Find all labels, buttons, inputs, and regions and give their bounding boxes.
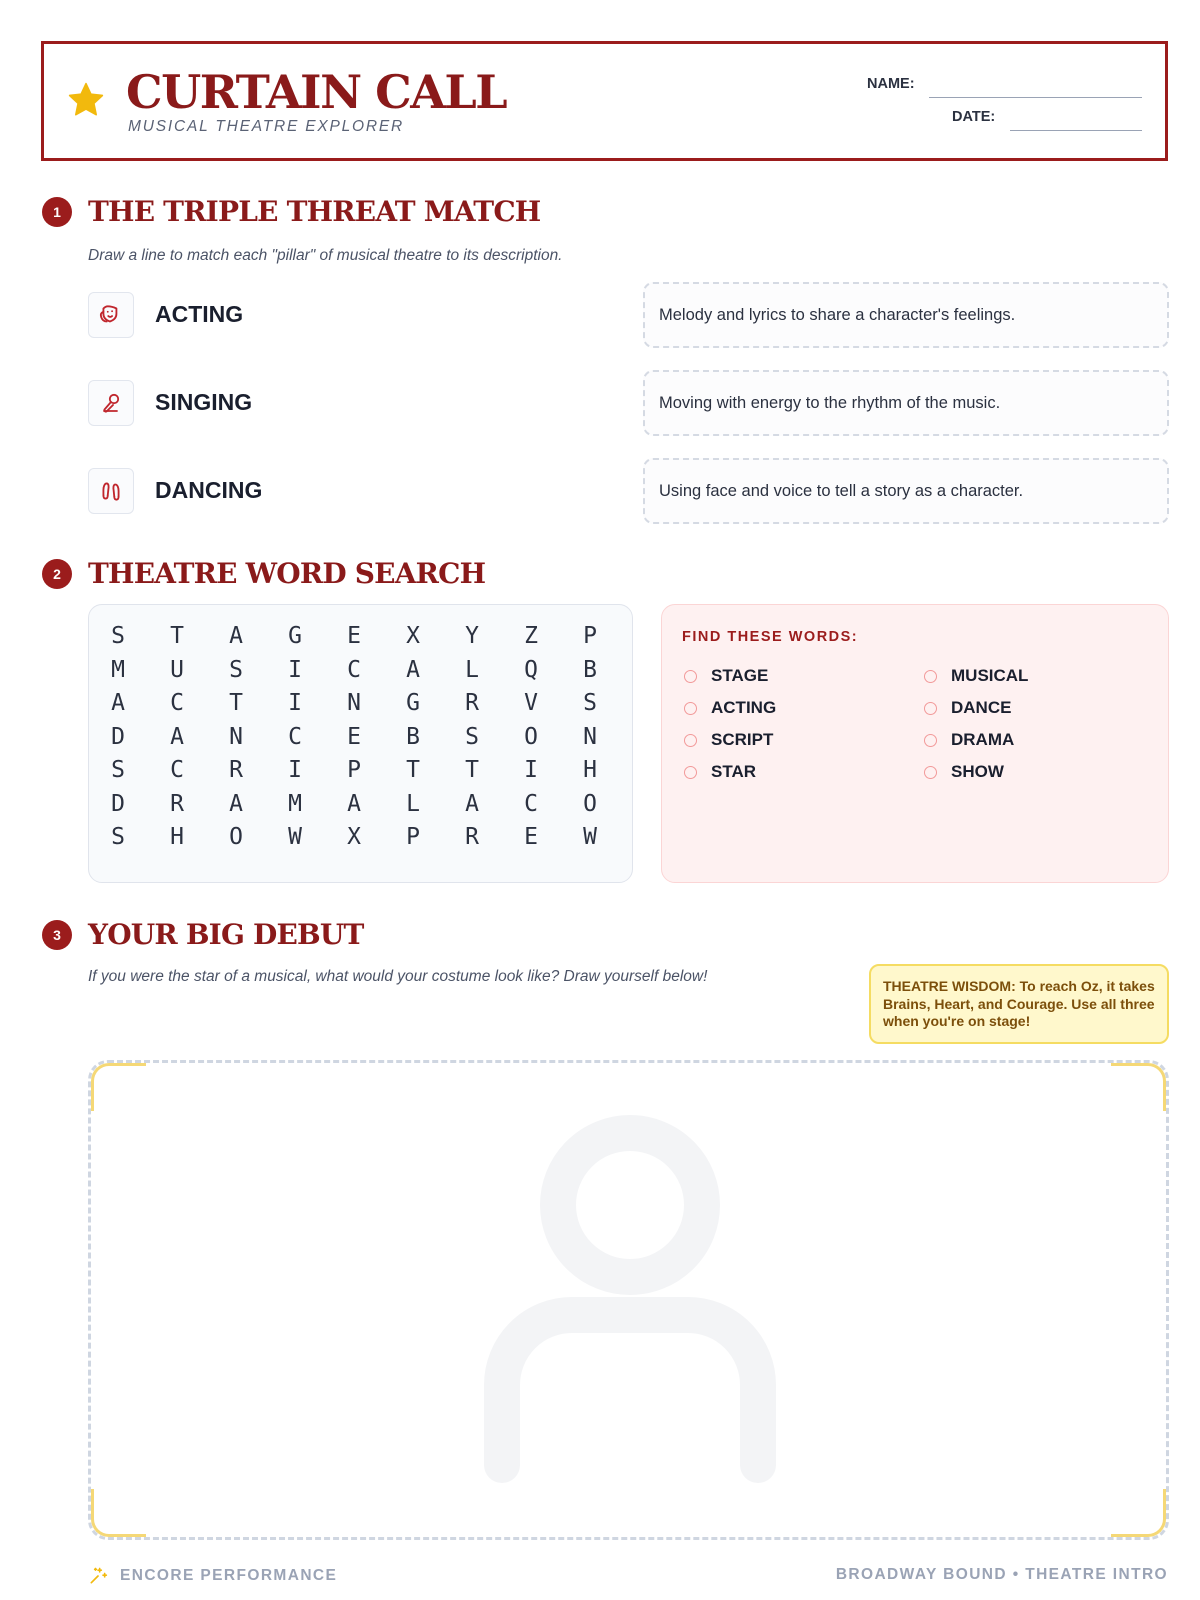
grid-letter[interactable]: U — [170, 656, 184, 683]
word-item[interactable] — [684, 762, 756, 782]
section-3-badge: 3 — [42, 920, 72, 950]
word-item[interactable] — [684, 698, 776, 718]
grid-letter[interactable]: M — [111, 656, 125, 683]
pillar-dancing-label: DANCING — [155, 477, 263, 503]
grid-letter[interactable]: L — [406, 790, 420, 817]
grid-letter[interactable]: X — [406, 623, 420, 649]
grid-letter[interactable]: P — [347, 757, 361, 783]
worksheet-subtitle: MUSICAL THEATRE EXPLORER — [128, 118, 405, 135]
grid-letter[interactable]: A — [406, 656, 420, 683]
word-item[interactable] — [924, 698, 1011, 718]
grid-letter[interactable]: C — [288, 723, 302, 750]
grid-letter[interactable]: N — [229, 723, 243, 750]
grid-letter[interactable]: G — [406, 690, 420, 716]
grid-letter[interactable]: S — [111, 757, 125, 783]
grid-letter[interactable]: R — [229, 757, 243, 783]
footer-right-text: BROADWAY BOUND • THEATRE INTRO — [835, 1566, 1168, 1583]
theater-masks-icon — [88, 292, 134, 338]
grid-letter[interactable]: W — [583, 824, 597, 850]
grid-letter[interactable]: E — [524, 824, 538, 850]
grid-letter[interactable]: P — [406, 824, 420, 850]
checkbox-icon[interactable] — [924, 734, 937, 747]
checkbox-icon[interactable] — [684, 734, 697, 747]
section-2-title: THEATRE WORD SEARCH — [88, 557, 486, 590]
checkbox-icon[interactable] — [924, 766, 937, 779]
word-label: DRAMA — [951, 730, 1015, 749]
word-item[interactable] — [924, 762, 1004, 782]
grid-letter[interactable]: Z — [524, 623, 538, 649]
corner-decoration — [91, 1489, 146, 1537]
grid-letter[interactable]: O — [524, 723, 538, 750]
pillar-singing-label: SINGING — [155, 389, 253, 415]
footer-left — [88, 1566, 337, 1586]
grid-letter[interactable]: A — [170, 723, 184, 750]
grid-letter[interactable]: N — [347, 690, 361, 716]
grid-letter[interactable]: C — [347, 656, 361, 683]
grid-letter[interactable]: I — [288, 656, 302, 683]
word-label: MUSICAL — [951, 666, 1029, 685]
description-box-3[interactable]: Using face and voice to tell a story as a character. — [643, 458, 1169, 524]
grid-letter[interactable]: D — [111, 790, 125, 817]
description-box-1[interactable]: Melody and lyrics to share a character's feelings. — [643, 282, 1169, 348]
word-label: DANCE — [951, 698, 1012, 717]
grid-letter[interactable]: E — [347, 723, 361, 750]
grid-letter[interactable]: E — [347, 623, 361, 649]
grid-letter[interactable]: L — [465, 656, 479, 683]
date-label: DATE: — [952, 109, 996, 125]
grid-letter[interactable]: T — [465, 757, 479, 783]
microphone-icon — [88, 380, 134, 426]
grid-letter[interactable]: I — [524, 757, 538, 783]
grid-letter[interactable]: X — [347, 824, 361, 850]
grid-letter[interactable]: A — [229, 790, 243, 817]
description-box-2[interactable]: Moving with energy to the rhythm of the music. — [643, 370, 1169, 436]
grid-letter[interactable]: D — [111, 723, 125, 750]
worksheet-header — [41, 41, 1168, 161]
name-label: NAME: — [867, 76, 915, 92]
checkbox-icon[interactable] — [684, 702, 697, 715]
grid-letter[interactable]: W — [288, 824, 302, 850]
footer-left-text: ENCORE PERFORMANCE — [120, 1567, 338, 1584]
section-1-title: THE TRIPLE THREAT MATCH — [88, 195, 541, 228]
grid-letter[interactable]: N — [583, 723, 597, 750]
grid-letter[interactable]: Y — [465, 623, 479, 649]
corner-decoration — [1111, 1063, 1166, 1111]
grid-letter[interactable]: V — [524, 690, 538, 716]
grid-letter[interactable]: S — [465, 723, 479, 750]
grid-letter[interactable]: R — [465, 824, 479, 850]
word-label: STAR — [711, 762, 757, 781]
word-item[interactable] — [924, 730, 1014, 750]
pillar-acting-label: ACTING — [155, 301, 244, 327]
grid-letter[interactable]: B — [406, 723, 420, 750]
word-list-title: FIND THESE WORDS: — [682, 629, 859, 645]
theatre-wisdom-note: THEATRE WISDOM: To reach Oz, it takes Brains, Heart, and Courage. Use all three when you're on stage! — [869, 964, 1169, 1044]
footprints-icon — [88, 468, 134, 514]
grid-letter[interactable]: C — [170, 757, 184, 783]
grid-letter[interactable]: B — [583, 656, 597, 683]
sparkle-icon — [88, 1566, 108, 1586]
grid-letter[interactable]: C — [524, 790, 538, 817]
date-field[interactable] — [1010, 130, 1142, 131]
person-placeholder-icon — [480, 1115, 780, 1485]
checkbox-icon[interactable] — [924, 702, 937, 715]
section-2-badge: 2 — [42, 559, 72, 589]
corner-decoration — [1111, 1489, 1166, 1537]
word-label: SHOW — [951, 762, 1004, 781]
star-icon — [66, 80, 106, 120]
word-label: ACTING — [711, 698, 777, 717]
section-1-instructions: Draw a line to match each "pillar" of musical theatre to its description. — [88, 247, 563, 264]
grid-letter[interactable]: A — [347, 790, 361, 817]
grid-letter[interactable]: S — [583, 690, 597, 716]
grid-letter[interactable]: S — [229, 656, 243, 683]
name-field[interactable] — [929, 97, 1142, 98]
word-item[interactable] — [684, 666, 768, 686]
word-list-box — [661, 604, 1169, 883]
grid-letter[interactable]: P — [583, 623, 597, 649]
grid-letter[interactable]: I — [288, 690, 302, 716]
word-label: STAGE — [711, 666, 769, 685]
grid-letter[interactable]: S — [111, 824, 125, 850]
section-3-title: YOUR BIG DEBUT — [88, 918, 364, 951]
grid-letter[interactable]: A — [229, 623, 243, 649]
section-1-badge: 1 — [42, 197, 72, 227]
grid-letter[interactable]: R — [465, 690, 479, 716]
grid-letter[interactable]: I — [288, 757, 302, 783]
grid-letter[interactable]: C — [170, 690, 184, 716]
grid-letter[interactable]: O — [583, 790, 597, 817]
worksheet-title: CURTAIN CALL — [126, 65, 507, 119]
grid-letter[interactable]: H — [583, 757, 597, 783]
grid-letter[interactable]: S — [111, 623, 125, 649]
grid-letter[interactable]: T — [229, 690, 243, 716]
grid-letter[interactable]: H — [170, 824, 184, 850]
checkbox-icon[interactable] — [684, 670, 697, 683]
checkbox-icon[interactable] — [684, 766, 697, 779]
grid-letter[interactable]: O — [229, 824, 243, 850]
grid-letter[interactable]: R — [170, 790, 184, 817]
grid-letter[interactable]: A — [111, 690, 125, 716]
checkbox-icon[interactable] — [924, 670, 937, 683]
grid-letter[interactable]: Q — [524, 656, 538, 683]
section-3-instructions: If you were the star of a musical, what would your costume look like? Draw yourself below! — [88, 968, 708, 985]
grid-letter[interactable]: A — [465, 790, 479, 817]
grid-letter[interactable]: M — [288, 790, 302, 817]
word-label: SCRIPT — [711, 730, 774, 749]
corner-decoration — [91, 1063, 146, 1111]
grid-letter[interactable]: T — [406, 757, 420, 783]
grid-letter[interactable]: T — [170, 623, 184, 649]
grid-letter[interactable]: G — [288, 623, 302, 649]
word-item[interactable] — [924, 666, 1028, 686]
word-item[interactable] — [684, 730, 773, 750]
